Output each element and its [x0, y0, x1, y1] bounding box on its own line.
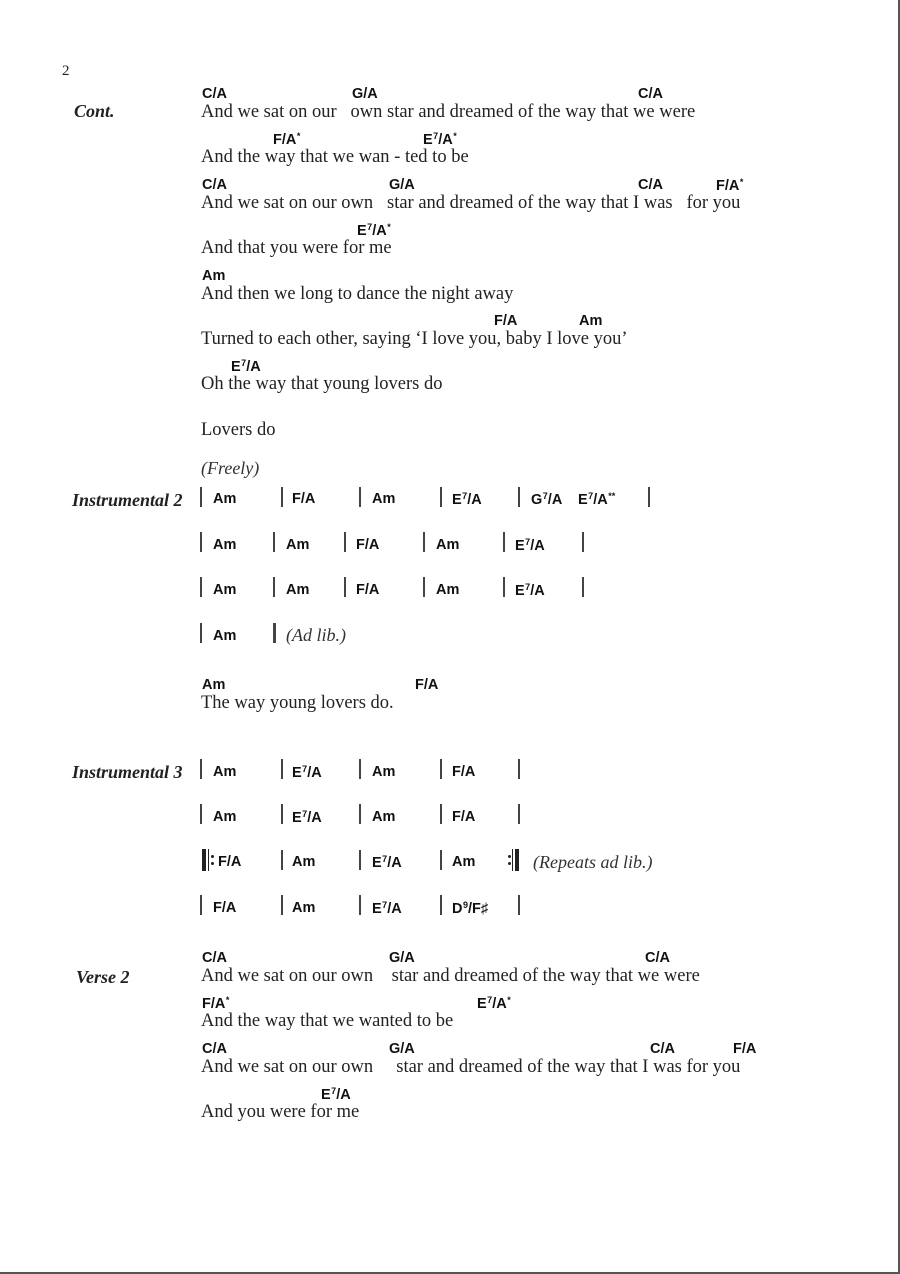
chord: F/A*	[716, 177, 744, 194]
barline	[518, 759, 520, 779]
chord: $E^7/A^*$	[357, 222, 391, 239]
chord: Am	[372, 764, 396, 780]
chord: $E^7/A^*$	[423, 131, 457, 148]
chord: F/A	[356, 537, 380, 553]
barline	[273, 532, 275, 552]
barline	[359, 487, 361, 507]
chord: Am	[213, 491, 237, 507]
chord: F/A	[452, 764, 476, 780]
chord: C/A	[202, 177, 227, 193]
barline	[200, 895, 202, 915]
chord: G/A	[389, 950, 415, 966]
chord: $E^7/A^*$	[477, 995, 511, 1012]
barline	[200, 487, 202, 507]
chord: Am	[452, 854, 476, 870]
chord: C/A	[645, 950, 670, 966]
chord: G/A	[389, 1041, 415, 1057]
chord: C/A	[202, 86, 227, 102]
barline	[200, 804, 202, 824]
chord: Am	[292, 900, 316, 916]
barline	[281, 895, 283, 915]
chord: $E^7/A$	[452, 491, 482, 508]
section-label-instrumental-3: Instrumental 3	[72, 762, 183, 782]
chord: $E^7/A$	[292, 809, 322, 826]
chord: C/A	[202, 950, 227, 966]
chord: F/A*	[202, 995, 230, 1012]
chord: $G^7/A$	[531, 491, 563, 508]
chord: Am	[292, 854, 316, 870]
barline	[518, 487, 520, 507]
lyric-line: And the way that we wanted to be	[201, 1011, 454, 1031]
lyric-line: The way young lovers do.	[201, 693, 394, 713]
chord: $E^7/A$	[372, 900, 402, 917]
lyric-line: And that you were for me	[201, 238, 392, 258]
chord: C/A	[638, 177, 663, 193]
chord: F/A*	[273, 131, 301, 148]
chord: F/A	[494, 313, 518, 329]
barline	[200, 759, 202, 779]
chord: C/A	[638, 86, 663, 102]
barline	[423, 577, 425, 597]
chord: $E^7/A$	[292, 764, 322, 781]
lyric-line: Oh the way that young lovers do	[201, 374, 443, 394]
lyric-line: And we sat on our own star and dreamed of the way that I was for you	[201, 1057, 741, 1077]
barline	[281, 850, 283, 870]
barline	[440, 759, 442, 779]
barline	[359, 895, 361, 915]
section-label-verse-2: Verse 2	[76, 967, 130, 987]
barline	[281, 759, 283, 779]
lyric-line: And the way that we wan - ted to be	[201, 147, 469, 167]
chord: $E^7/A$	[231, 358, 261, 375]
lyric-line: And we sat on our own star and dreamed of the way that we were	[201, 102, 696, 122]
barline	[200, 532, 202, 552]
barline	[648, 487, 650, 507]
chord: $E^7/A$	[515, 582, 545, 599]
barline	[518, 804, 520, 824]
barline	[582, 577, 584, 597]
chord: F/A	[213, 900, 237, 916]
chord: Am	[213, 809, 237, 825]
barline	[359, 850, 361, 870]
barline	[359, 759, 361, 779]
section-label-cont: Cont.	[74, 101, 115, 121]
lyric-line: Lovers do	[201, 420, 276, 440]
barline	[281, 804, 283, 824]
barline	[200, 623, 202, 643]
barline	[582, 532, 584, 552]
chord: Am	[286, 537, 310, 553]
barline	[273, 577, 275, 597]
barline	[359, 804, 361, 824]
chord: F/A	[415, 677, 439, 693]
barline	[440, 487, 442, 507]
lyric-line: And we sat on our own star and dreamed of the way that we were	[201, 966, 700, 986]
chord: Am	[213, 582, 237, 598]
barline	[503, 532, 505, 552]
chord: Am	[213, 628, 237, 644]
chord: C/A	[202, 1041, 227, 1057]
chord: F/A	[452, 809, 476, 825]
page-number: 2	[62, 63, 70, 79]
chord: $E^7/A$	[321, 1086, 351, 1103]
chord: Am	[579, 313, 603, 329]
chord: F/A	[218, 854, 242, 870]
chord: $E^7/A^{**}$	[578, 491, 616, 508]
chord: Am	[213, 764, 237, 780]
barline	[281, 487, 283, 507]
repeat-note: (Repeats ad lib.)	[533, 852, 653, 872]
barline	[503, 577, 505, 597]
chord: $E^7/A$	[372, 854, 402, 871]
chord: F/A	[733, 1041, 757, 1057]
chord: Am	[286, 582, 310, 598]
barline	[440, 804, 442, 824]
tempo-note: (Freely)	[201, 458, 260, 478]
repeat-end-sign	[507, 849, 521, 871]
section-label-instrumental-2: Instrumental 2	[72, 490, 183, 510]
repeat-start-sign	[202, 849, 216, 871]
chord: F/A	[292, 491, 316, 507]
barline	[200, 577, 202, 597]
chord: G/A	[352, 86, 378, 102]
chord: Am	[372, 809, 396, 825]
barline	[518, 895, 520, 915]
chord: Am	[202, 268, 226, 284]
lyric-line: And we sat on our own star and dreamed of the way that I was for you	[201, 193, 741, 213]
barline	[344, 577, 346, 597]
chord: Am	[372, 491, 396, 507]
chord: Am	[202, 677, 226, 693]
barline	[423, 532, 425, 552]
barline	[440, 895, 442, 915]
chord: $E^7/A$	[515, 537, 545, 554]
chord: G/A	[389, 177, 415, 193]
chord: $D^9/F♯$	[452, 900, 489, 917]
chord: C/A	[650, 1041, 675, 1057]
barline	[273, 623, 276, 643]
chord: F/A	[356, 582, 380, 598]
chord: Am	[213, 537, 237, 553]
ad-lib-note: (Ad lib.)	[286, 625, 346, 645]
chord: Am	[436, 537, 460, 553]
barline	[440, 850, 442, 870]
barline	[344, 532, 346, 552]
chord: Am	[436, 582, 460, 598]
lyric-line: Turned to each other, saying ‘I love you, baby I love you’	[201, 329, 628, 349]
lyric-line: And you were for me	[201, 1102, 360, 1122]
lyric-line: And then we long to dance the night away	[201, 284, 514, 304]
